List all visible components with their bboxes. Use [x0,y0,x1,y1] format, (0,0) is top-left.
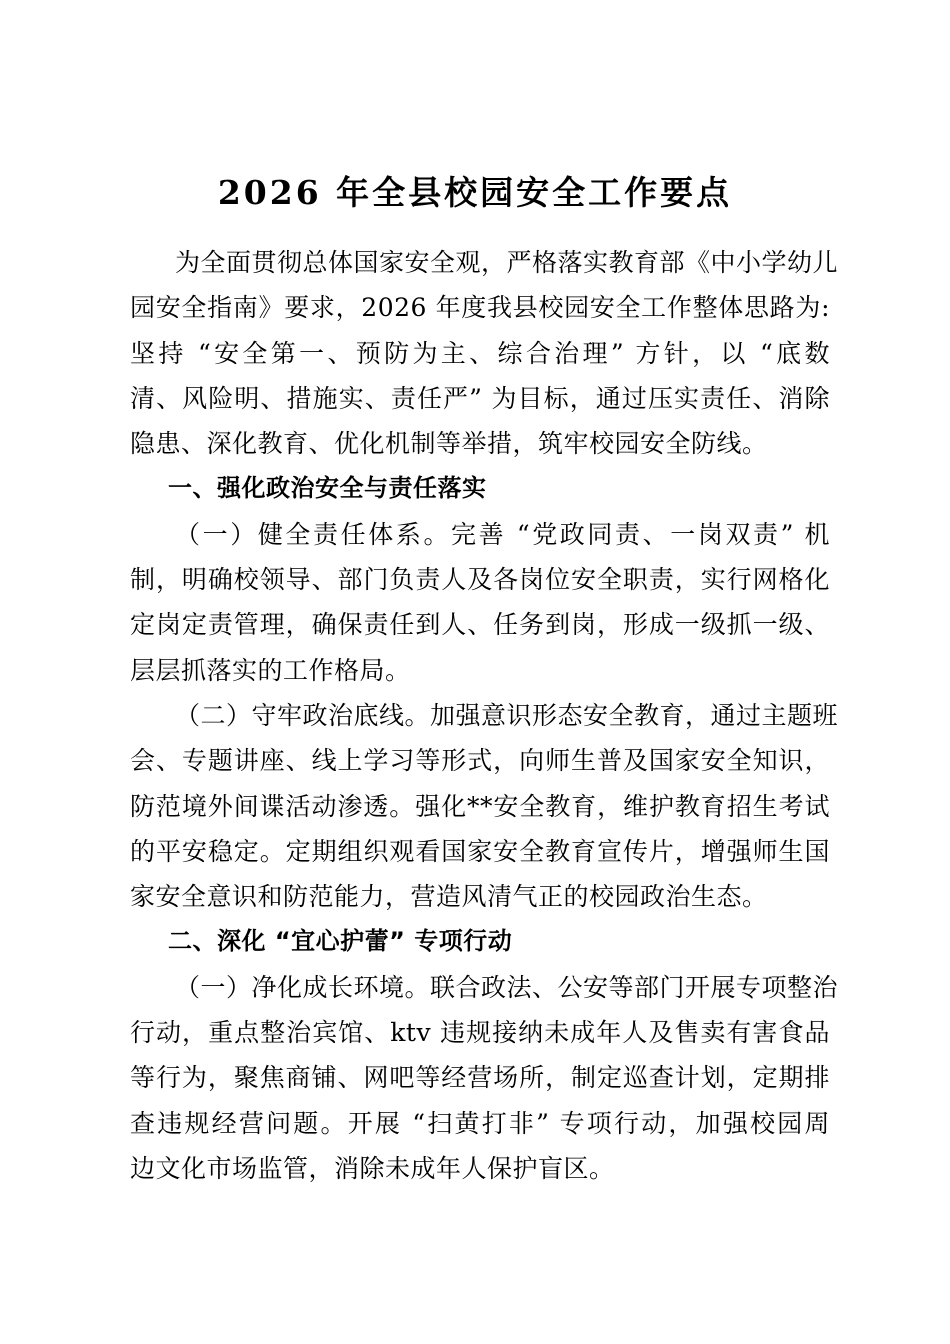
section-heading: 一、强化政治安全与责任落实 [168,474,487,503]
section-1-item-1-paragraph [130,512,830,693]
paragraph-line: 行动，重点整治宾馆、ktv 违规接纳未成年人及售卖有害食品 [130,1018,830,1048]
paragraph-line: 家安全意识和防范能力，营造风清气正的校园政治生态。 [130,882,768,912]
paragraph-line: 层层抓落实的工作格局。 [130,655,411,685]
paragraph-line: 为全面贯彻总体国家安全观，严格落实教育部《中小学幼儿 [175,248,839,277]
paragraph-line: 隐患、深化教育、优化机制等举措，筑牢校园安全防线。 [130,429,768,459]
paragraph-line: 防范境外间谍活动渗透。强化**安全教育，维护教育招生考试 [130,791,830,821]
paragraph-line: 定岗定责管理，确保责任到人、任务到岗，形成一级抓一级、 [130,610,830,640]
paragraph-line: 的平安稳定。定期组织观看国家安全教育宣传片，增强师生国 [130,836,830,866]
paragraph-line: （二）守牢政治底线。加强意识形态安全教育，通过主题班 [175,700,839,730]
paragraph-line: 等行为，聚焦商铺、网吧等经营场所，制定巡查计划，定期排 [130,1063,830,1093]
section-1-item-2-paragraph [130,693,839,919]
paragraph-line: 会、专题讲座、线上学习等形式，向师生普及国家安全知识， [130,746,830,776]
document-title: 2026 年全县校园安全工作要点 [217,173,733,212]
section-heading: 二、深化 “宜心护蕾” 专项行动 [168,927,513,956]
intro-paragraph [130,240,839,466]
section-2-item-1-paragraph [130,965,839,1191]
paragraph-line: （一）健全责任体系。完善 “党政同责、一岗双责” 机 [175,519,830,549]
paragraph-line: 坚持 “安全第一、预防为主、综合治理” 方针，以 “底数 [130,338,830,368]
document-body [130,240,839,1191]
paragraph-line: 制，明确校领导、部门负责人及各岗位安全职责，实行网格化 [130,565,830,595]
paragraph-line: 边文化市场监管，消除未成年人保护盲区。 [130,1153,615,1183]
paragraph-line: （一）净化成长环境。联合政法、公安等部门开展专项整治 [175,972,839,1002]
paragraph-line: 清、风险明、措施实、责任严” 为目标，通过压实责任、消除 [130,383,830,413]
paragraph-line: 园安全指南》要求，2026 年度我县校园安全工作整体思路为: [130,293,830,323]
paragraph-line: 查违规经营问题。开展 “扫黄打非” 专项行动，加强校园周 [130,1108,830,1138]
